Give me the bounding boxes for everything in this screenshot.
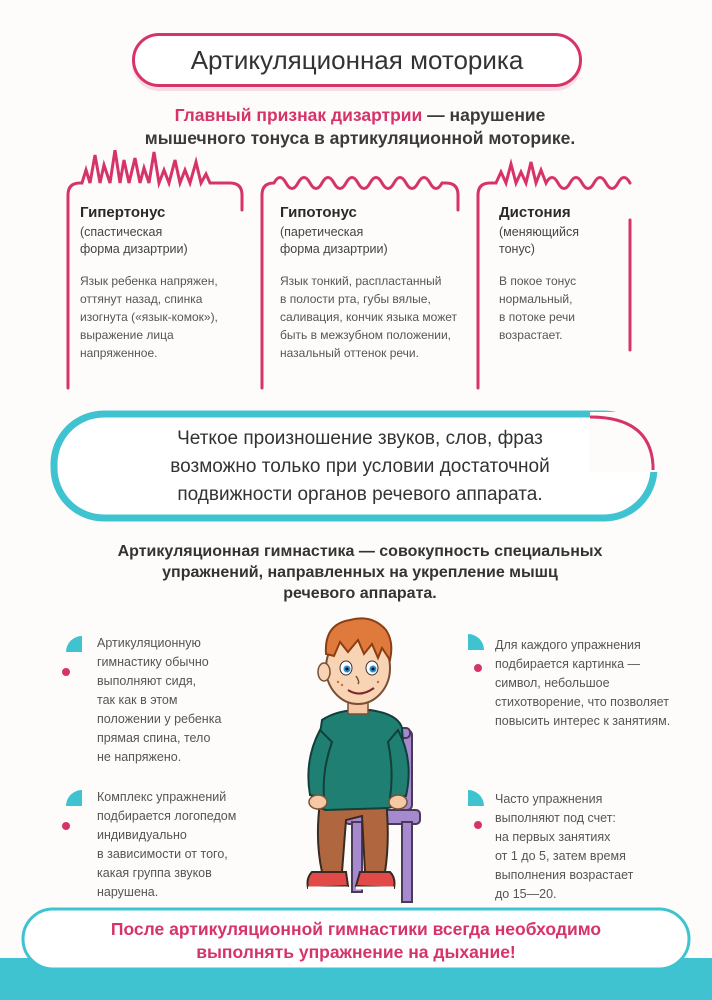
lead-rest: — нарушение: [422, 105, 546, 125]
tip-line: на первых занятиях: [495, 830, 611, 844]
tip-line: от 1 до 5, затем время: [495, 849, 626, 863]
tip-line: выполнения возрастает: [495, 868, 634, 882]
marker-right-top: [468, 634, 484, 672]
tone-body-line: Язык ребенка напряжен,: [80, 274, 218, 288]
tone-subtitle-line: форма дизартрии): [80, 242, 188, 256]
tone-body-line: нормальный,: [499, 292, 573, 306]
tip-line: Артикуляционную: [97, 636, 201, 650]
gymnastics-definition: [60, 541, 660, 604]
tone-body-line: В покое тонус: [499, 274, 577, 288]
tip-line: так как в этом: [97, 693, 178, 707]
tip-line: повысить интерес к занятиям.: [495, 714, 671, 728]
boy-on-chair-illustration: [290, 610, 450, 910]
boy-head: [318, 618, 391, 704]
tip-line: подбирается картинка —: [495, 657, 641, 671]
marker-left-top: [62, 636, 82, 676]
tone-body-line: возрастает.: [499, 328, 563, 342]
marker-left-bottom: [62, 790, 82, 830]
tone-body-line: назальный оттенок речи.: [280, 346, 419, 360]
page-title: Артикуляционная моторика: [190, 44, 524, 75]
gym-line: упражнений, направленных на укрепление мышц: [162, 564, 558, 581]
tip-line: в зависимости от того,: [97, 847, 228, 861]
tip-line: до 15—20.: [495, 887, 557, 901]
gym-line: речевого аппарата.: [283, 585, 437, 602]
tip-line: Часто упражнения: [495, 792, 603, 806]
lead-text: [80, 104, 640, 150]
tip-line: Комплекс упражнений: [97, 790, 227, 804]
tone-card-dystonia: [499, 204, 629, 344]
tone-body-line: в полости рта, губы вялые,: [280, 292, 431, 306]
tone-body-line: изогнута («язык-комок»),: [80, 310, 218, 324]
tip-line: гимнастику обычно: [97, 655, 209, 669]
tone-subtitle-line: форма дизартрии): [280, 242, 388, 256]
tone-title: Дистония: [499, 204, 571, 221]
tip-left-top: [97, 634, 267, 767]
tone-body-line: в потоке речи: [499, 310, 575, 324]
tone-title: Гипертонус: [80, 204, 166, 221]
tip-right-bottom: [495, 790, 695, 904]
tip-line: подбирается логопедом: [97, 809, 237, 823]
banner-line: Четкое произношение звуков, слов, фраз: [177, 428, 543, 449]
tip-line: не напряжено.: [97, 750, 182, 764]
tone-title: Гипотонус: [280, 204, 357, 221]
tip-line: какая группа звуков: [97, 866, 212, 880]
footer-line: выполнять упражнение на дыхание!: [196, 942, 516, 962]
footer-line: После артикуляционной гимнастики всегда необходимо: [110, 919, 602, 939]
tone-card-hypotonus: [280, 204, 470, 362]
tip-line: символ, небольшое: [495, 676, 610, 690]
tip-line: прямая спина, тело: [97, 731, 211, 745]
lead-line2: мышечного тонуса в артикуляционной моторике.: [144, 128, 576, 148]
tone-subtitle-line: (меняющийся: [499, 225, 580, 239]
tip-line: выполняют под счет:: [495, 811, 616, 825]
tone-body-line: Язык тонкий, распластанный: [280, 274, 442, 288]
tone-body-line: выражение лица: [80, 328, 174, 342]
lead-accent: Главный признак дизартрии: [174, 105, 423, 125]
tip-line: нарушена.: [97, 885, 159, 899]
footer-text: [40, 918, 672, 964]
tip-line: Для каждого упражнения: [495, 638, 641, 652]
tone-subtitle-line: (спастическая: [80, 225, 163, 239]
tone-subtitle-line: (паретическая: [280, 225, 364, 239]
banner-text: [100, 425, 620, 509]
tip-line: стихотворение, что позволяет: [495, 695, 669, 709]
tone-subtitle-line: тонус): [499, 242, 535, 256]
tone-body-line: быть в межзубном положении,: [280, 328, 452, 342]
tip-line: положении у ребенка: [97, 712, 222, 726]
tip-line: индивидуально: [97, 828, 187, 842]
tip-right-top: [495, 636, 695, 731]
marker-right-bottom: [468, 790, 484, 829]
tip-left-bottom: [97, 788, 267, 902]
tone-body-line: оттянут назад, спинка: [80, 292, 203, 306]
tone-body-line: саливация, кончик языка может: [280, 310, 457, 324]
tip-line: выполняют сидя,: [97, 674, 197, 688]
tone-card-hypertonus: [80, 204, 260, 362]
banner-line: возможно только при условии достаточной: [170, 456, 550, 477]
gym-line: Артикуляционная гимнастика — совокупность специальных: [117, 543, 603, 560]
banner-line: подвижности органов речевого аппарата.: [177, 484, 543, 505]
tone-body-line: напряженное.: [80, 346, 158, 360]
